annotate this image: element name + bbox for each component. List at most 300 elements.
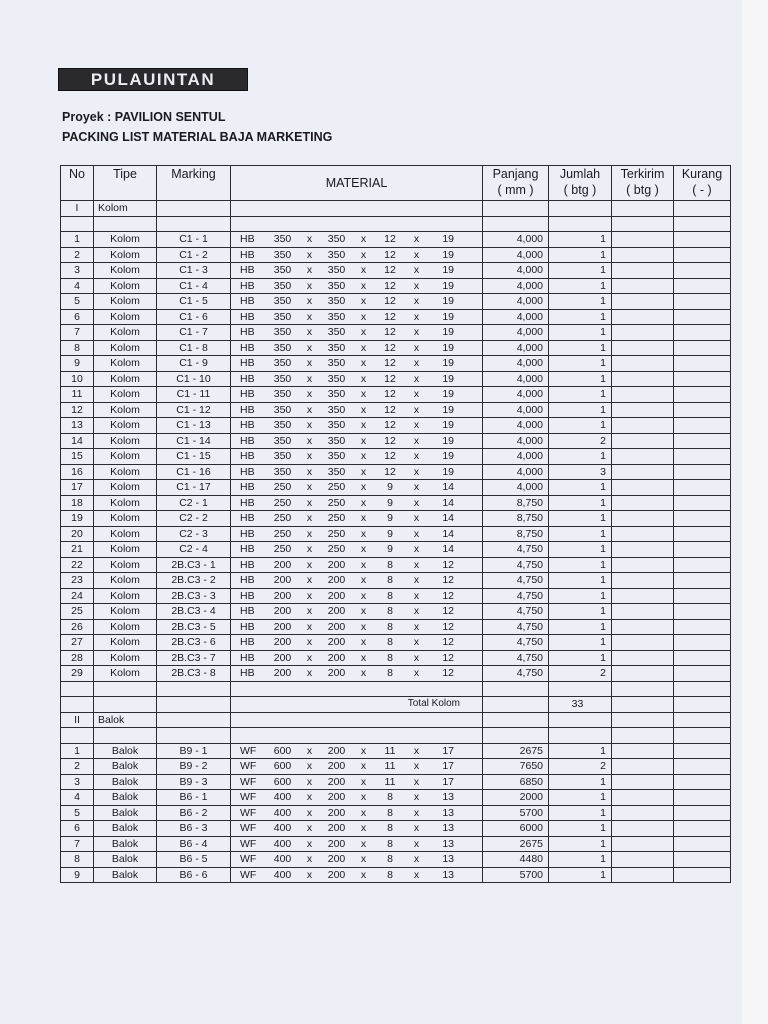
times-sign: x	[413, 589, 420, 602]
times-sign: x	[360, 496, 367, 509]
row-kurang	[674, 588, 731, 604]
dimension-height: 350	[273, 357, 292, 370]
row-jumlah: 1	[549, 340, 612, 356]
spacer-row	[61, 216, 731, 232]
row-terkirim	[612, 309, 674, 325]
row-tipe: Kolom	[94, 232, 157, 248]
flange-thickness: 13	[442, 806, 454, 819]
dimension-height: 250	[273, 496, 292, 509]
row-tipe: Kolom	[94, 387, 157, 403]
section-number: I	[61, 201, 94, 217]
row-material	[231, 418, 483, 434]
profile-type: HB	[240, 357, 255, 370]
empty-cell	[612, 681, 674, 697]
row-panjang: 4,000	[483, 480, 549, 496]
row-kurang	[674, 387, 731, 403]
empty-cell	[157, 216, 231, 232]
times-sign: x	[413, 357, 420, 370]
row-terkirim	[612, 573, 674, 589]
row-marking: C1 - 9	[157, 356, 231, 372]
row-marking: 2B.C3 - 3	[157, 588, 231, 604]
times-sign: x	[306, 543, 313, 556]
row-panjang: 4,000	[483, 340, 549, 356]
row-jumlah: 1	[549, 790, 612, 806]
row-tipe: Kolom	[94, 604, 157, 620]
profile-type: WF	[240, 822, 257, 835]
row-jumlah: 1	[549, 356, 612, 372]
header-kurang-unit: ( - )	[692, 183, 712, 197]
row-number: 11	[61, 387, 94, 403]
row-number: 17	[61, 480, 94, 496]
row-number: 12	[61, 402, 94, 418]
row-kurang	[674, 604, 731, 620]
material-spec	[231, 775, 482, 789]
row-terkirim	[612, 356, 674, 372]
times-sign: x	[360, 372, 367, 385]
dimension-height: 200	[273, 574, 292, 587]
dimension-width: 350	[327, 403, 346, 416]
row-jumlah: 1	[549, 278, 612, 294]
material-spec	[231, 496, 482, 510]
row-material	[231, 371, 483, 387]
row-tipe: Balok	[94, 821, 157, 837]
dimension-height: 250	[273, 481, 292, 494]
row-kurang	[674, 449, 731, 465]
row-material	[231, 294, 483, 310]
material-spec	[231, 573, 482, 587]
times-sign: x	[360, 636, 367, 649]
material-spec	[231, 759, 482, 773]
dimension-height: 200	[273, 636, 292, 649]
material-spec	[231, 511, 482, 525]
times-sign: x	[413, 450, 420, 463]
times-sign: x	[413, 512, 420, 525]
material-spec	[231, 434, 482, 448]
dimension-width: 350	[327, 295, 346, 308]
times-sign: x	[360, 527, 367, 540]
row-material	[231, 867, 483, 883]
table-row	[61, 371, 731, 387]
empty-cell	[483, 697, 549, 713]
row-number: 23	[61, 573, 94, 589]
row-kurang	[674, 635, 731, 651]
dimension-height: 350	[273, 388, 292, 401]
times-sign: x	[360, 791, 367, 804]
empty-cell	[674, 201, 731, 217]
times-sign: x	[413, 744, 420, 757]
flange-thickness: 12	[442, 636, 454, 649]
times-sign: x	[413, 651, 420, 664]
flange-thickness: 13	[442, 868, 454, 881]
row-jumlah: 1	[549, 402, 612, 418]
times-sign: x	[306, 357, 313, 370]
flange-thickness: 14	[442, 543, 454, 556]
profile-type: HB	[240, 527, 255, 540]
profile-type: HB	[240, 558, 255, 571]
times-sign: x	[306, 279, 313, 292]
spacer-row	[61, 681, 731, 697]
table-row	[61, 356, 731, 372]
material-spec	[231, 852, 482, 866]
row-jumlah: 1	[549, 232, 612, 248]
row-marking: B6 - 5	[157, 852, 231, 868]
times-sign: x	[306, 248, 313, 261]
row-marking: C2 - 1	[157, 495, 231, 511]
row-material	[231, 247, 483, 263]
row-jumlah: 1	[549, 852, 612, 868]
empty-cell	[483, 201, 549, 217]
empty-cell	[231, 201, 483, 217]
row-material	[231, 619, 483, 635]
web-thickness: 8	[387, 791, 393, 804]
times-sign: x	[360, 543, 367, 556]
table-row	[61, 867, 731, 883]
row-jumlah: 2	[549, 666, 612, 682]
times-sign: x	[413, 279, 420, 292]
times-sign: x	[360, 837, 367, 850]
row-panjang: 4,750	[483, 650, 549, 666]
times-sign: x	[306, 589, 313, 602]
material-spec	[231, 465, 482, 479]
times-sign: x	[306, 868, 313, 881]
row-marking: 2B.C3 - 4	[157, 604, 231, 620]
row-marking: C1 - 11	[157, 387, 231, 403]
table-row	[61, 247, 731, 263]
times-sign: x	[360, 450, 367, 463]
row-material	[231, 340, 483, 356]
row-terkirim	[612, 449, 674, 465]
row-kurang	[674, 480, 731, 496]
row-material	[231, 557, 483, 573]
row-terkirim	[612, 495, 674, 511]
dimension-width: 350	[327, 279, 346, 292]
row-panjang: 4480	[483, 852, 549, 868]
row-tipe: Balok	[94, 774, 157, 790]
profile-type: HB	[240, 636, 255, 649]
row-jumlah: 1	[549, 774, 612, 790]
times-sign: x	[306, 822, 313, 835]
material-spec	[231, 806, 482, 820]
empty-cell	[61, 216, 94, 232]
row-material	[231, 836, 483, 852]
web-thickness: 12	[384, 403, 396, 416]
material-spec	[231, 325, 482, 339]
row-panjang: 2675	[483, 743, 549, 759]
empty-cell	[157, 201, 231, 217]
times-sign: x	[360, 403, 367, 416]
material-spec	[231, 294, 482, 308]
times-sign: x	[413, 419, 420, 432]
dimension-width: 350	[327, 341, 346, 354]
dimension-height: 200	[273, 605, 292, 618]
row-terkirim	[612, 588, 674, 604]
web-thickness: 12	[384, 233, 396, 246]
flange-thickness: 19	[442, 326, 454, 339]
table-row	[61, 495, 731, 511]
flange-thickness: 19	[442, 388, 454, 401]
times-sign: x	[306, 481, 313, 494]
row-number: 2	[61, 247, 94, 263]
times-sign: x	[413, 775, 420, 788]
row-number: 8	[61, 340, 94, 356]
empty-cell	[612, 728, 674, 744]
flange-thickness: 12	[442, 605, 454, 618]
table-row	[61, 526, 731, 542]
row-panjang: 4,000	[483, 263, 549, 279]
times-sign: x	[306, 837, 313, 850]
flange-thickness: 19	[442, 419, 454, 432]
times-sign: x	[413, 806, 420, 819]
profile-type: HB	[240, 295, 255, 308]
section-label: Balok	[94, 712, 157, 728]
row-tipe: Kolom	[94, 356, 157, 372]
row-terkirim	[612, 852, 674, 868]
row-terkirim	[612, 371, 674, 387]
document-title: PACKING LIST MATERIAL BAJA MARKETING	[62, 130, 333, 144]
row-terkirim	[612, 790, 674, 806]
profile-type: HB	[240, 450, 255, 463]
row-jumlah: 1	[549, 557, 612, 573]
empty-cell	[157, 728, 231, 744]
row-marking: C2 - 4	[157, 542, 231, 558]
material-spec	[231, 868, 482, 882]
dimension-width: 350	[327, 357, 346, 370]
empty-cell	[549, 712, 612, 728]
header-terkirim-label: Terkirim	[620, 167, 665, 181]
row-tipe: Kolom	[94, 371, 157, 387]
profile-type: WF	[240, 868, 257, 881]
header-terkirim-unit: ( btg )	[626, 183, 659, 197]
row-jumlah: 1	[549, 836, 612, 852]
row-panjang: 4,750	[483, 542, 549, 558]
row-terkirim	[612, 635, 674, 651]
row-panjang: 4,750	[483, 635, 549, 651]
empty-cell	[231, 216, 483, 232]
dimension-height: 350	[273, 419, 292, 432]
web-thickness: 12	[384, 357, 396, 370]
row-jumlah: 1	[549, 805, 612, 821]
dimension-width: 250	[327, 512, 346, 525]
times-sign: x	[306, 558, 313, 571]
company-logo	[58, 68, 248, 91]
table-header-row	[61, 166, 731, 201]
empty-cell	[612, 201, 674, 217]
dimension-height: 350	[273, 295, 292, 308]
company-name: PULAUINTAN	[90, 70, 216, 89]
row-panjang: 2000	[483, 790, 549, 806]
web-thickness: 12	[384, 295, 396, 308]
table-row	[61, 480, 731, 496]
row-panjang: 8,750	[483, 526, 549, 542]
times-sign: x	[360, 605, 367, 618]
row-material	[231, 743, 483, 759]
flange-thickness: 13	[442, 853, 454, 866]
web-thickness: 8	[387, 605, 393, 618]
dimension-width: 200	[327, 574, 346, 587]
profile-type: HB	[240, 667, 255, 680]
row-tipe: Kolom	[94, 449, 157, 465]
row-marking: C1 - 8	[157, 340, 231, 356]
row-material	[231, 666, 483, 682]
profile-type: HB	[240, 419, 255, 432]
section-header-row	[61, 712, 731, 728]
times-sign: x	[306, 651, 313, 664]
row-jumlah: 1	[549, 821, 612, 837]
web-thickness: 8	[387, 620, 393, 633]
times-sign: x	[360, 248, 367, 261]
row-kurang	[674, 759, 731, 775]
web-thickness: 11	[384, 744, 396, 757]
empty-cell	[61, 728, 94, 744]
row-terkirim	[612, 867, 674, 883]
header-kurang-label: Kurang	[681, 167, 723, 181]
times-sign: x	[360, 481, 367, 494]
times-sign: x	[413, 496, 420, 509]
row-terkirim	[612, 805, 674, 821]
row-number: 9	[61, 867, 94, 883]
row-tipe: Kolom	[94, 340, 157, 356]
row-number: 5	[61, 805, 94, 821]
row-jumlah: 1	[549, 387, 612, 403]
empty-cell	[231, 728, 483, 744]
dimension-height: 350	[273, 341, 292, 354]
row-number: 5	[61, 294, 94, 310]
times-sign: x	[360, 760, 367, 773]
material-spec	[231, 372, 482, 386]
dimension-height: 250	[273, 527, 292, 540]
row-kurang	[674, 852, 731, 868]
times-sign: x	[413, 310, 420, 323]
times-sign: x	[413, 558, 420, 571]
material-spec	[231, 449, 482, 463]
material-spec	[231, 341, 482, 355]
dimension-width: 200	[327, 558, 346, 571]
row-terkirim	[612, 774, 674, 790]
row-jumlah: 1	[549, 573, 612, 589]
row-terkirim	[612, 325, 674, 341]
row-panjang: 4,750	[483, 604, 549, 620]
material-spec	[231, 821, 482, 835]
row-jumlah: 1	[549, 371, 612, 387]
row-kurang	[674, 867, 731, 883]
times-sign: x	[306, 450, 313, 463]
empty-cell	[549, 681, 612, 697]
flange-thickness: 19	[442, 264, 454, 277]
profile-type: WF	[240, 853, 257, 866]
row-tipe: Balok	[94, 867, 157, 883]
times-sign: x	[306, 264, 313, 277]
times-sign: x	[413, 295, 420, 308]
row-material	[231, 790, 483, 806]
dimension-width: 350	[327, 326, 346, 339]
row-number: 1	[61, 232, 94, 248]
row-number: 14	[61, 433, 94, 449]
row-marking: C1 - 1	[157, 232, 231, 248]
times-sign: x	[306, 372, 313, 385]
row-material	[231, 511, 483, 527]
times-sign: x	[413, 233, 420, 246]
times-sign: x	[360, 651, 367, 664]
row-panjang: 5700	[483, 805, 549, 821]
times-sign: x	[360, 667, 367, 680]
row-panjang: 4,000	[483, 418, 549, 434]
times-sign: x	[306, 806, 313, 819]
flange-thickness: 19	[442, 450, 454, 463]
times-sign: x	[413, 372, 420, 385]
times-sign: x	[306, 310, 313, 323]
row-marking: B9 - 3	[157, 774, 231, 790]
row-panjang: 4,000	[483, 449, 549, 465]
row-jumlah: 1	[549, 294, 612, 310]
row-jumlah: 1	[549, 867, 612, 883]
flange-thickness: 13	[442, 791, 454, 804]
table-row	[61, 402, 731, 418]
profile-type: HB	[240, 264, 255, 277]
empty-cell	[231, 681, 483, 697]
times-sign: x	[360, 264, 367, 277]
flange-thickness: 19	[442, 372, 454, 385]
row-tipe: Kolom	[94, 511, 157, 527]
dimension-width: 200	[327, 822, 346, 835]
times-sign: x	[306, 791, 313, 804]
web-thickness: 12	[384, 450, 396, 463]
row-number: 1	[61, 743, 94, 759]
empty-cell	[549, 728, 612, 744]
row-tipe: Kolom	[94, 588, 157, 604]
header-jumlah-label: Jumlah	[559, 167, 601, 181]
row-jumlah: 1	[549, 542, 612, 558]
dimension-height: 400	[273, 837, 292, 850]
dimension-width: 200	[327, 868, 346, 881]
row-terkirim	[612, 418, 674, 434]
row-panjang: 4,750	[483, 588, 549, 604]
row-material	[231, 464, 483, 480]
row-tipe: Kolom	[94, 650, 157, 666]
times-sign: x	[306, 326, 313, 339]
profile-type: HB	[240, 512, 255, 525]
flange-thickness: 19	[442, 357, 454, 370]
flange-thickness: 12	[442, 574, 454, 587]
row-tipe: Kolom	[94, 278, 157, 294]
times-sign: x	[360, 233, 367, 246]
table-row	[61, 836, 731, 852]
flange-thickness: 12	[442, 558, 454, 571]
dimension-width: 200	[327, 620, 346, 633]
material-spec	[231, 651, 482, 665]
times-sign: x	[413, 326, 420, 339]
dimension-height: 200	[273, 620, 292, 633]
row-kurang	[674, 356, 731, 372]
row-tipe: Balok	[94, 743, 157, 759]
row-kurang	[674, 666, 731, 682]
empty-cell	[612, 216, 674, 232]
row-material	[231, 805, 483, 821]
web-thickness: 8	[387, 853, 393, 866]
row-number: 29	[61, 666, 94, 682]
empty-cell	[157, 681, 231, 697]
row-panjang: 8,750	[483, 511, 549, 527]
material-spec	[231, 837, 482, 851]
web-thickness: 12	[384, 388, 396, 401]
empty-cell	[61, 697, 94, 713]
row-panjang: 4,750	[483, 666, 549, 682]
table-row	[61, 759, 731, 775]
row-material	[231, 495, 483, 511]
table-row	[61, 604, 731, 620]
row-tipe: Kolom	[94, 480, 157, 496]
row-tipe: Kolom	[94, 402, 157, 418]
web-thickness: 12	[384, 248, 396, 261]
